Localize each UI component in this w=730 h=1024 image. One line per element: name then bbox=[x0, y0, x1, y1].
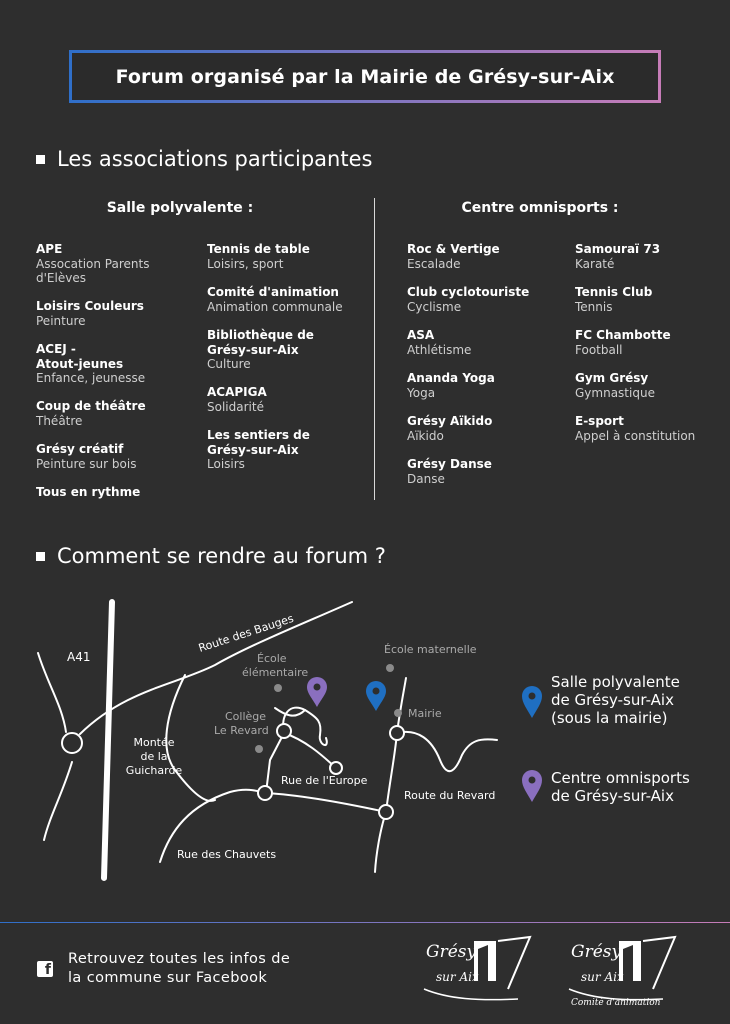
roundabout-europe bbox=[330, 762, 342, 774]
label-montee-2: de la bbox=[140, 750, 168, 763]
square-bullet-icon bbox=[36, 155, 45, 164]
assoc-roc-vertige: Roc & Vertige Escalade bbox=[407, 242, 500, 271]
label-route-des-bauges: Route des Bauges bbox=[196, 611, 296, 655]
label-rue-chauvets: Rue des Chauvets bbox=[177, 848, 277, 861]
assoc-tous-en-rythme: Tous en rythme bbox=[36, 485, 141, 499]
legend-omni: Centre omnisports de Grésy-sur-Aix bbox=[551, 769, 690, 805]
map-pin-salle bbox=[366, 681, 386, 711]
svg-text:sur Aix: sur Aix bbox=[436, 970, 479, 984]
directions-heading-text: Comment se rendre au forum ? bbox=[57, 544, 386, 568]
title-banner bbox=[69, 50, 661, 103]
label-a41: A41 bbox=[67, 650, 91, 664]
assoc-bibliotheque: Bibliothèque de Grésy-sur-Aix Culture bbox=[207, 328, 314, 372]
assoc-ape: APE Assocation Parents d'Elèves bbox=[36, 242, 150, 286]
roundabout-main bbox=[258, 786, 272, 800]
salle-polyvalente-heading: Salle polyvalente : bbox=[106, 200, 254, 216]
legend-pin-salle bbox=[522, 686, 542, 718]
svg-text:Grésy: Grésy bbox=[571, 942, 622, 962]
label-ecole-elem-1: École bbox=[257, 652, 287, 665]
assoc-tennis-club: Tennis Club Tennis bbox=[575, 285, 653, 314]
svg-text:Comité d'animation: Comité d'animation bbox=[571, 998, 661, 1008]
gresy-logo bbox=[418, 929, 538, 1011]
centre-omnisports-heading: Centre omnisports : bbox=[461, 200, 619, 216]
assoc-acej: ACEJ - Atout-jeunes Enfance, jeunesse bbox=[36, 342, 146, 386]
assoc-gresy-danse: Grésy Danse Danse bbox=[407, 457, 492, 486]
assoc-ananda-yoga: Ananda Yoga Yoga bbox=[407, 371, 495, 400]
assoc-acapiga: ACAPIGA Solidarité bbox=[207, 385, 267, 414]
map-pin-omnisports bbox=[307, 677, 327, 707]
assoc-fc-chambotte: FC Chambotte Football bbox=[575, 328, 671, 357]
assoc-gym-gresy: Gym Grésy Gymnastique bbox=[575, 371, 655, 400]
label-montee-3: Guicharde bbox=[125, 764, 183, 777]
square-bullet-icon bbox=[36, 552, 45, 561]
facebook-text: Retrouvez toutes les infos de la commune sur Facebook bbox=[68, 951, 291, 986]
assoc-sentiers: Les sentiers de Grésy-sur-Aix Loisirs bbox=[207, 428, 310, 472]
poi-ecole-elementaire bbox=[274, 684, 282, 692]
label-montee-1: Montée bbox=[133, 736, 175, 749]
legend-pin-omni bbox=[522, 770, 542, 802]
road-southwest bbox=[44, 762, 72, 840]
assoc-gresy-creatif: Grésy créatif Peinture sur bois bbox=[36, 442, 137, 471]
legend-salle: Salle polyvalente de Grésy-sur-Aix (sous la mairie) bbox=[551, 673, 680, 727]
assoc-club-cyclo: Club cyclotouriste Cyclisme bbox=[407, 285, 530, 314]
roundabout-a41 bbox=[62, 733, 82, 753]
route-du-revard bbox=[375, 812, 386, 872]
page-title: Forum organisé par la Mairie de Grésy-sur-Aix bbox=[115, 65, 615, 88]
comite-animation-logo bbox=[565, 929, 685, 1019]
road-west bbox=[38, 653, 66, 732]
assoc-tennis-de-table: Tennis de table Loisirs, sport bbox=[207, 242, 310, 271]
label-college-1: Collège bbox=[225, 710, 267, 723]
column-divider bbox=[374, 198, 375, 500]
footer bbox=[0, 922, 730, 1024]
label-college-2: Le Revard bbox=[214, 724, 269, 737]
roundabout-college bbox=[277, 724, 291, 738]
associations-section-heading bbox=[36, 147, 372, 171]
route-main bbox=[266, 793, 386, 812]
svg-text:Grésy: Grésy bbox=[426, 942, 477, 962]
college-spur bbox=[284, 733, 336, 768]
roundabout-mairie bbox=[390, 726, 404, 740]
label-ecole-elem-2: élémentaire bbox=[242, 666, 309, 679]
poi-college bbox=[255, 745, 263, 753]
assoc-comite-animation: Comité d'animation Animation communale bbox=[207, 285, 343, 314]
access-map bbox=[0, 590, 730, 890]
associations-heading-text: Les associations participantes bbox=[57, 147, 373, 171]
directions-section-heading bbox=[36, 544, 386, 568]
a41-highway bbox=[104, 602, 112, 878]
label-rue-europe: Rue de l'Europe bbox=[281, 774, 368, 787]
label-route-revard: Route du Revard bbox=[404, 789, 496, 802]
label-mairie: Mairie bbox=[408, 707, 442, 720]
route-north bbox=[397, 678, 406, 733]
assoc-samourai: Samouraï 73 Karaté bbox=[575, 242, 661, 271]
roundabout-revard bbox=[379, 805, 393, 819]
svg-text:sur Aix: sur Aix bbox=[581, 970, 624, 984]
poi-mairie bbox=[394, 709, 402, 717]
assoc-asa: ASA Athlétisme bbox=[407, 328, 472, 357]
road-east bbox=[397, 732, 497, 771]
assoc-e-sport: E-sport Appel à constitution bbox=[575, 414, 696, 443]
facebook-icon[interactable]: f bbox=[37, 961, 53, 977]
label-ecole-maternelle: École maternelle bbox=[384, 643, 477, 656]
assoc-gresy-aikido: Grésy Aïkido Aïkido bbox=[407, 414, 493, 443]
assoc-coup-de-theatre: Coup de théâtre Théâtre bbox=[36, 399, 146, 428]
assoc-loisirs-couleurs: Loisirs Couleurs Peinture bbox=[36, 299, 144, 328]
poi-ecole-maternelle bbox=[386, 664, 394, 672]
route-mairie bbox=[386, 733, 397, 812]
